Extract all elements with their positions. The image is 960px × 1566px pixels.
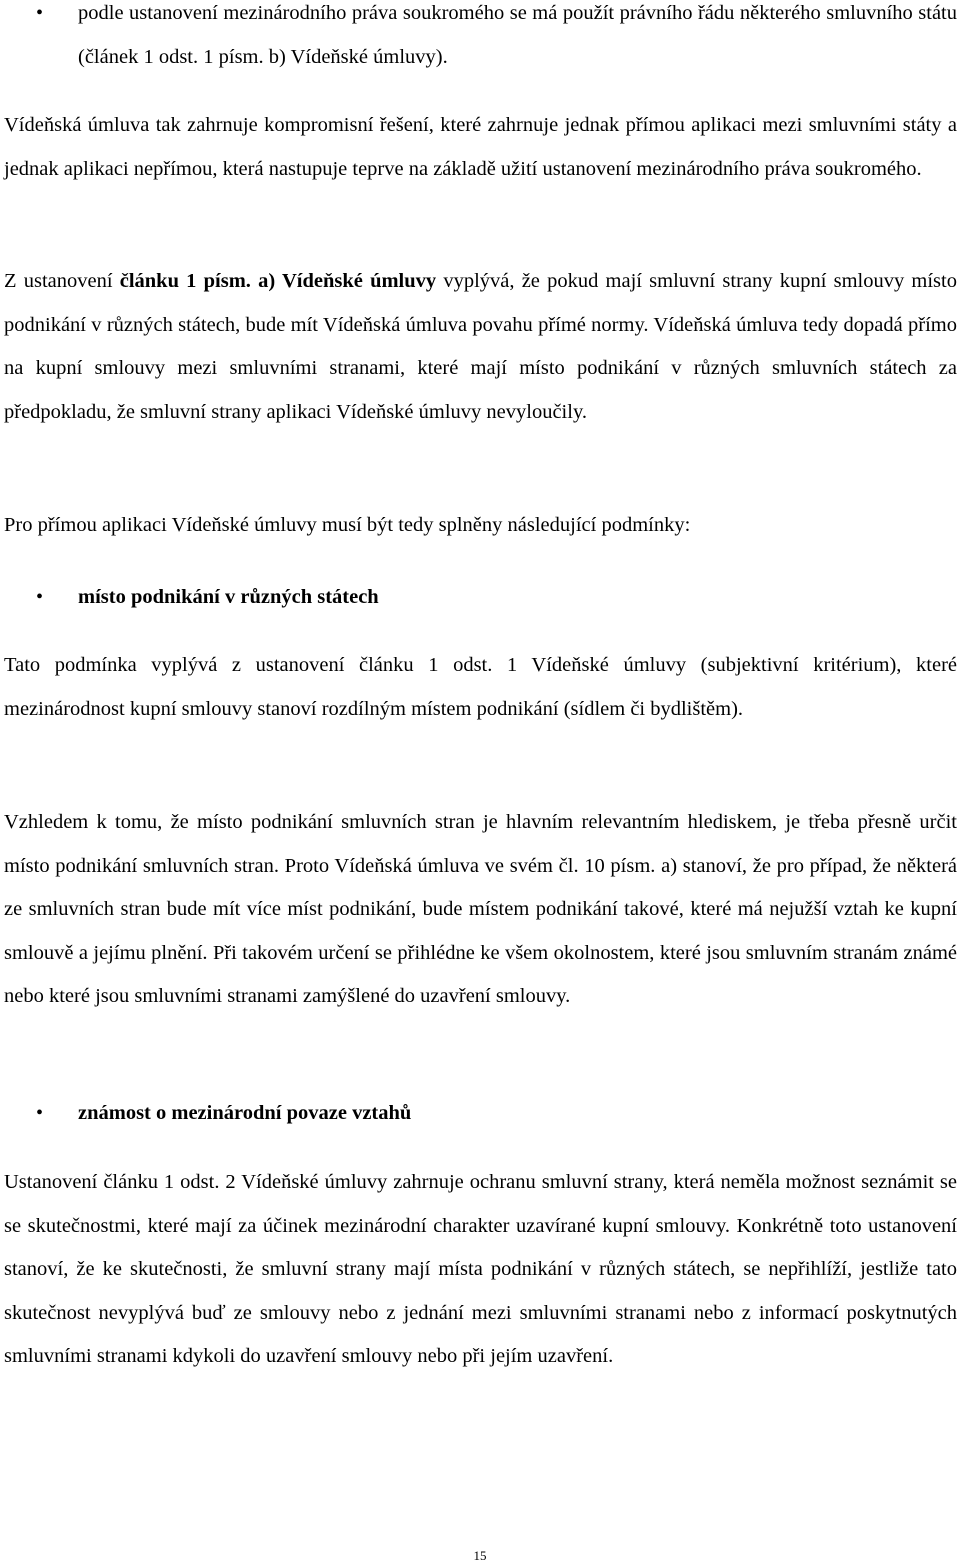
bold-article-reference: článku 1 písm. a) Vídeňské úmluvy: [119, 270, 437, 292]
bullet-dot-icon: •: [36, 1102, 44, 1124]
bullet-dot-icon: •: [36, 586, 44, 608]
paragraph-place-of-business-determination: Vzhledem k tomu, že místo podnikání smluvních stran je hlavním relevantním hlediskem, je třeba přesně určit místo podnikání smluvních stran. Proto Vídeňská úmluva ve svém čl. 10 písm. a) stanoví, že pro případ, že některá ze smluvních stran bude mít více míst podnikání, bude místem podnikání takové, které má nejužší vztah ke kupní smlouvě a jejímu plnění. Při takovém určení se přihlédne ke všem okolnostem, které jsou smluvním stranám známé nebo které jsou smluvními stranami zamýšlené do uzavření smlouvy.: [4, 811, 957, 1007]
paragraph-conditions-intro: Pro přímou aplikaci Vídeňské úmluvy musí být tedy splněny následující podmínky:: [4, 514, 691, 536]
paragraph-text: Z ustanovení: [4, 270, 120, 292]
paragraph-direct-norm: [4, 260, 957, 434]
paragraph-compromise: Vídeňská úmluva tak zahrnuje kompromisní řešení, které zahrnuje jednak přímou aplikaci mezi smluvními státy a jednak aplikaci nepřímou, která nastupuje teprve na základě užití ustanovení mezinárodního práva soukromého.: [4, 114, 957, 180]
bullet-text: podle ustanovení mezinárodního práva soukromého se má použít právního řádu některého smluvního státu (článek 1 odst. 1 písm. b) Vídeňské úmluvy).: [78, 2, 957, 68]
page-number: 15: [473, 1548, 487, 1563]
paragraph-text: vyplývá, že pokud mají smluvní strany kupní smlouvy místo podnikání v různých státech, bude mít Vídeňská úmluva povahu přímé normy. Vídeňská úmluva tedy dopadá přímo na kupní smlouvy mezi smluvními stranami, které mají místo podnikání v různých smluvních státech za předpokladu, že smluvní strany aplikaci Vídeňské úmluvy nevyloučily.: [4, 270, 957, 423]
paragraph-subjective-criterion: Tato podmínka vyplývá z ustanovení článku 1 odst. 1 Vídeňské úmluvy (subjektivní kritérium), které mezinárodnost kupní smlouvy stanoví rozdílným místem podnikání (sídlem či bydlištěm).: [4, 654, 957, 720]
bullet-dot-icon: •: [36, 2, 44, 24]
bullet-heading: známost o mezinárodní povaze vztahů: [78, 1102, 412, 1124]
bullet-heading: místo podnikání v různých státech: [78, 586, 379, 608]
paragraph-protection: Ustanovení článku 1 odst. 2 Vídeňské úmluvy zahrnuje ochranu smluvní strany, která neměla možnost seznámit se se skutečnostmi, které mají za účinek mezinárodní charakter uzavírané kupní smlouvy. Konkrétně toto ustanovení stanoví, že ke skutečnosti, že smluvní strany mají místa podnikání v různých státech, se nepřihlíží, jestliže tato skutečnost nevyplývá buď ze smlouvy nebo z jednání mezi smluvními stranami nebo z informací poskytnutých smluvními stranami kdykoli do uzavření smlouvy nebo při jejím uzavření.: [4, 1171, 957, 1367]
